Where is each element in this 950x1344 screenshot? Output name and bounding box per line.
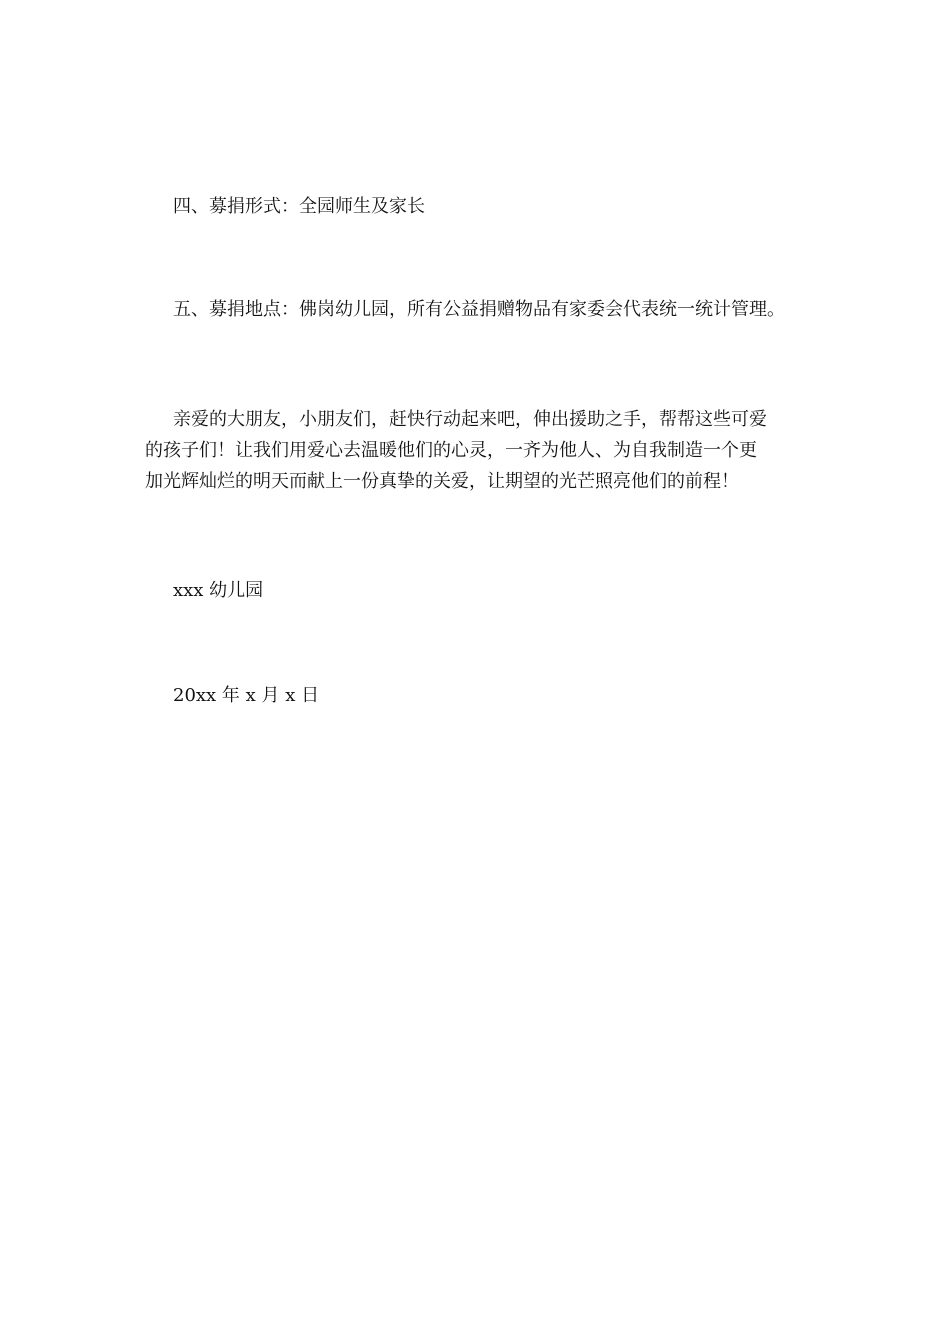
signature: xxx 幼儿园 [173, 580, 264, 601]
appeal-line: 加光辉灿烂的明天而献上一份真挚的关爱，让期望的光芒照亮他们的前程！ [145, 471, 739, 492]
appeal-line: 亲爱的大朋友，小朋友们，赶快行动起来吧，伸出援助之手，帮帮这些可爱 [173, 409, 767, 430]
date-line: 20xx 年 x 月 x 日 [173, 685, 320, 706]
appeal-paragraph [145, 404, 815, 497]
appeal-line: 的孩子们！让我们用爱心去温暖他们的心灵，一齐为他人、为自我制造一个更 [145, 440, 757, 461]
section-donation-form: 四、募捐形式：全园师生及家长 [173, 196, 425, 217]
section-donation-location: 五、募捐地点：佛岗幼儿园，所有公益捐赠物品有家委会代表统一统计管理。 [173, 299, 785, 320]
